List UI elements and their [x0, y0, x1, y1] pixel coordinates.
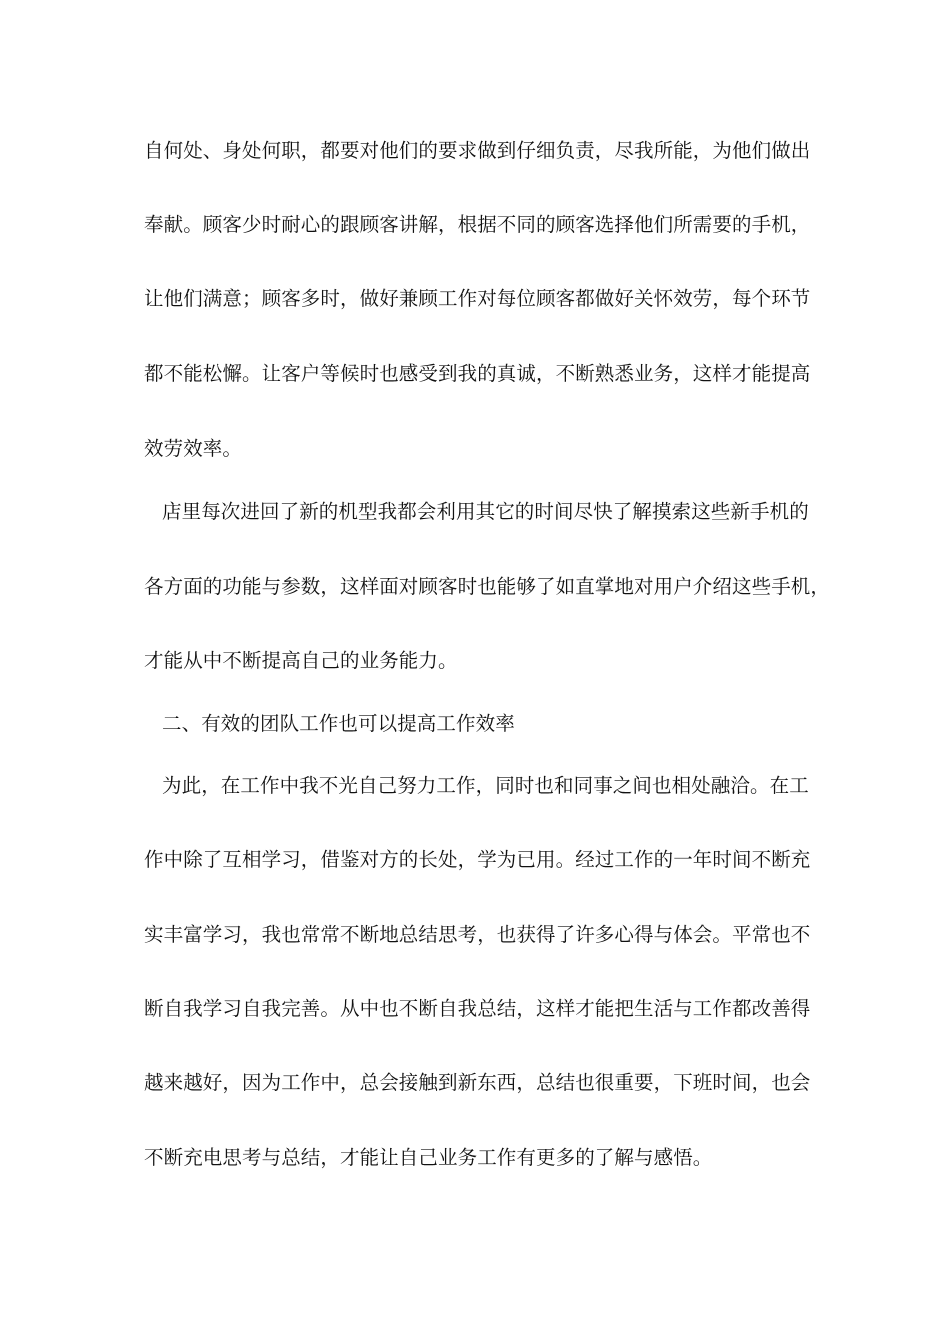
text-line: 作中除了互相学习，借鉴对方的长处，学为已用。经过工作的一年时间不断充	[144, 848, 811, 871]
paragraph-start-line: 店里每次进回了新的机型我都会利用其它的时间尽快了解摸索这些新手机的	[162, 500, 809, 523]
text-line: 断自我学习自我完善。从中也不断自我总结，这样才能把生活与工作都改善得	[144, 997, 811, 1020]
text-line: 不断充电思考与总结，才能让自己业务工作有更多的了解与感悟。	[144, 1146, 713, 1169]
section-heading: 二、有效的团队工作也可以提高工作效率	[162, 712, 515, 735]
text-line: 奉献。顾客少时耐心的跟顾客讲解，根据不同的顾客选择他们所需要的手机，	[144, 213, 811, 236]
text-line: 越来越好，因为工作中，总会接触到新东西，总结也很重要，下班时间，也会	[144, 1071, 811, 1094]
text-line: 实丰富学习，我也常常不断地总结思考，也获得了许多心得与体会。平常也不	[144, 923, 811, 946]
text-line: 效劳效率。	[144, 437, 243, 460]
text-line: 自何处、身处何职，都要对他们的要求做到仔细负责，尽我所能，为他们做出	[144, 139, 811, 162]
text-line: 让他们满意；顾客多时，做好兼顾工作对每位顾客都做好关怀效劳，每个环节	[144, 287, 811, 310]
paragraph-start-line: 为此，在工作中我不光自己努力工作，同时也和同事之间也相处融洽。在工	[162, 774, 809, 797]
text-line: 各方面的功能与参数，这样面对顾客时也能够了如直掌地对用户介绍这些手机，	[144, 575, 831, 598]
text-line: 都不能松懈。让客户等候时也感受到我的真诚，不断熟悉业务，这样才能提高	[144, 362, 811, 385]
text-line: 才能从中不断提高自己的业务能力。	[144, 649, 458, 672]
